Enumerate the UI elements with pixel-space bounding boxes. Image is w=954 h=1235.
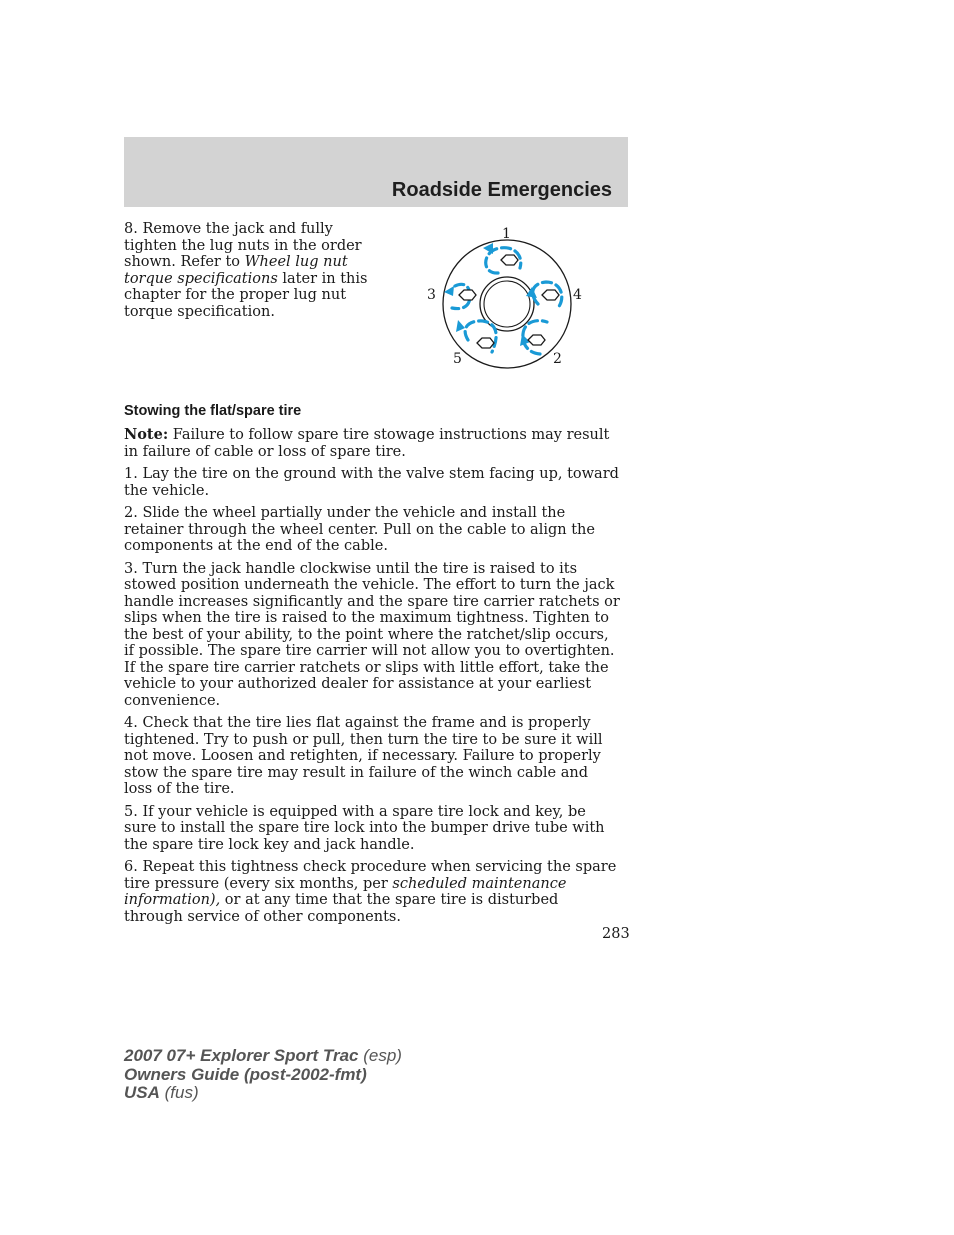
diagram-label-3: 3 (427, 287, 436, 303)
torque-spec-reference: Wheel lug nut torque specifications (124, 254, 348, 287)
footer-market: USA (124, 1083, 160, 1102)
intro-text-end: later in this chapter for the proper lug nut torque specification. (124, 270, 368, 320)
step-2: 2. Slide the wheel partially under the vehicle and install the retainer through the wheel center. Pull on the cable to align the components at the end of the cable. (124, 505, 595, 554)
maintenance-reference: scheduled maintenance information), (124, 875, 567, 908)
section-header-band (124, 137, 628, 207)
footer-model: 2007 07+ Explorer Sport Trac (124, 1046, 359, 1065)
arrow-head-5 (456, 320, 465, 332)
footer-line-3 (124, 1084, 402, 1103)
lug-nut-3 (459, 290, 476, 300)
section-heading: Stowing the flat/spare tire (124, 403, 302, 419)
lug-nuts (459, 255, 559, 348)
lug-nut-1 (501, 255, 518, 265)
footer-line-1 (124, 1047, 402, 1066)
step-5: 5. If your vehicle is equipped with a spare tire lock and key, be sure to install the spare tire lock into the bumper drive tube with the spare tire lock key and jack handle. (124, 803, 605, 853)
diagram-label-4: 4 (573, 287, 582, 303)
lug-nut-tightening-diagram (420, 222, 590, 372)
wheel-hub-inner (484, 281, 530, 327)
intro-text-start: 8. Remove the jack and fully tighten the lug nuts in the order shown. Refer to (124, 221, 362, 271)
step-1: 1. Lay the tire on the ground with the valve stem facing up, toward the vehicle. (124, 466, 619, 499)
footer-market-code: (fus) (159, 1083, 199, 1102)
lug-nut-5 (477, 338, 494, 348)
document-footer (124, 1047, 402, 1103)
diagram-label-2: 2 (553, 351, 562, 367)
note-label: Note: (124, 426, 169, 443)
footer-guide: Owners Guide (post-2002-fmt) (124, 1064, 367, 1084)
step-6-start: 6. Repeat this tightness check procedure when servicing the spare tire pressure (every six months, per (124, 859, 617, 892)
lug-nut-4 (542, 290, 559, 300)
footer-model-code: (esp) (358, 1046, 402, 1065)
step-6-end: or at any time that the spare tire is disturbed through service of other components. (124, 892, 559, 925)
diagram-label-5: 5 (453, 351, 462, 367)
stowing-instructions (124, 427, 620, 931)
footer-line-2 (124, 1066, 402, 1085)
note-text: Failure to follow spare tire stowage instructions may result in failure of cable or loss of spare tire. (124, 427, 610, 460)
lug-nut-2 (528, 335, 545, 345)
lug-nut-instruction (124, 221, 386, 321)
step-3: 3. Turn the jack handle clockwise until the tire is raised to its stowed position underneath the vehicle. The effort to turn the jack handle increases significantly and the spare tire carrier ratchets or slips when the tire is raised to the maximum tightness. Tighten to the best of your ability, to the point where the ratchet/slip occurs, if possible. The spare tire carrier will not allow you to overtighten. If the spare tire carrier ratchets or slips with little effort, take the vehicle to your authorized dealer for assistance at your earliest convenience. (124, 560, 620, 709)
step-4: 4. Check that the tire lies flat against the frame and is properly tightened. Try to push or pull, then turn the tire to be sure it will not move. Loosen and retighten, if necessary. Failure to properly stow the spare tire may result in failure of the winch cable and loss of the tire. (124, 715, 603, 797)
step-6 (124, 859, 620, 925)
section-title: Roadside Emergencies (391, 179, 612, 201)
page-number: 283 (602, 926, 630, 942)
note-paragraph (124, 427, 620, 460)
diagram-label-1: 1 (502, 226, 511, 242)
